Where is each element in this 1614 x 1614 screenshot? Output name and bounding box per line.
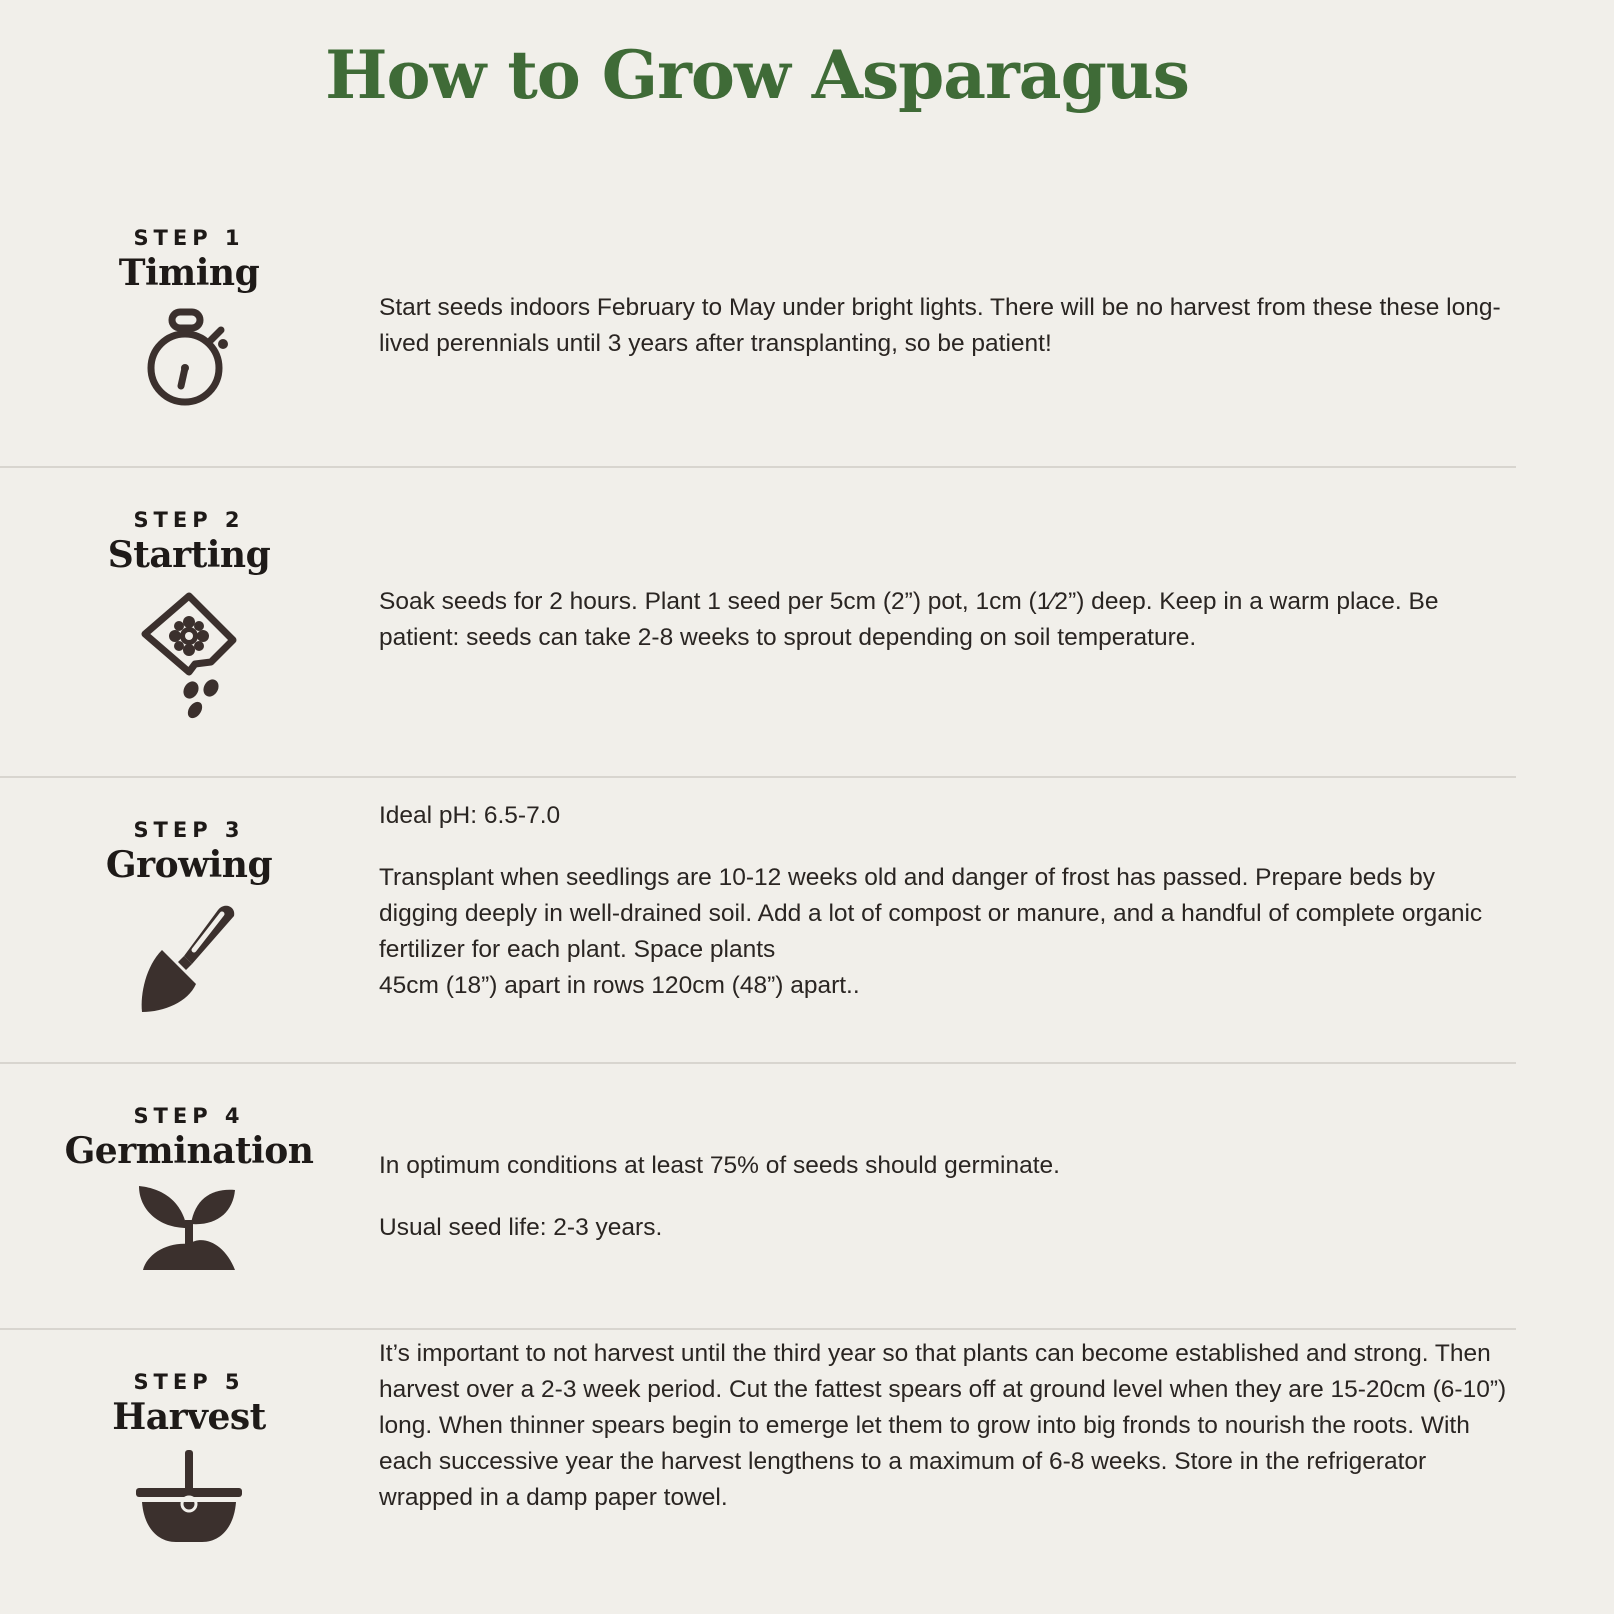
step-2-header <box>0 508 378 720</box>
paragraph: In optimum conditions at least 75% of seeds should germinate. <box>379 1152 1060 1179</box>
step-4-section <box>0 1064 1516 1330</box>
step-1-section <box>0 200 1516 468</box>
step-label: STEP 5 <box>133 1370 245 1394</box>
paragraph: 45cm (18”) apart in rows 120cm (48”) apart.. <box>379 972 860 999</box>
trowel-icon <box>134 900 244 1012</box>
step-1-header <box>0 226 378 412</box>
page-title: How to Grow Asparagus <box>325 36 1189 114</box>
paragraph: Usual seed life: 2-3 years. <box>379 1214 663 1241</box>
step-4-text <box>379 1148 1514 1246</box>
paragraph: Ideal pH: 6.5-7.0 <box>379 802 561 829</box>
basket-icon <box>134 1448 244 1544</box>
step-name: Timing <box>118 252 260 294</box>
step-name: Growing <box>105 844 273 886</box>
step-3-header <box>0 818 378 1012</box>
step-5-section <box>0 1330 1516 1614</box>
paragraph: It’s important to not harvest until the third year so that plants can become established and strong. Then harvest over a 2-3 week period. Cut the fattest spears off at ground level when they are 15-20cm (6-10”) long. When thinner spears begin to emerge let them to grow into big fronds to nourish the roots. With each successive year the harvest lengthens to a maximum of 6-8 weeks. Store in the refrigerator wrapped in a damp paper towel. <box>379 1340 1507 1511</box>
step-name: Harvest <box>112 1396 266 1438</box>
step-5-text <box>379 1336 1514 1516</box>
step-label: STEP 2 <box>133 508 245 532</box>
step-1-text <box>379 290 1514 362</box>
step-2-text <box>379 584 1514 656</box>
stopwatch-icon <box>139 308 239 412</box>
sprout-icon <box>137 1184 241 1274</box>
step-name: Germination <box>64 1130 314 1172</box>
step-label: STEP 1 <box>133 226 245 250</box>
step-3-text <box>379 798 1514 1004</box>
step-5-header <box>0 1370 378 1544</box>
step-label: STEP 3 <box>133 818 245 842</box>
seed-packet-icon <box>139 590 239 720</box>
paragraph: Start seeds indoors February to May under bright lights. There will be no harvest from these these long-lived perennials until 3 years after transplanting, so be patient! <box>379 294 1501 357</box>
step-2-section <box>0 468 1516 778</box>
paragraph: Soak seeds for 2 hours. Plant 1 seed per 5cm (2”) pot, 1cm (1⁄2”) deep. Keep in a warm place. Be patient: seeds can take 2-8 weeks to sprout depending on soil temperature. <box>379 588 1439 651</box>
step-label: STEP 4 <box>133 1104 245 1128</box>
step-3-section <box>0 778 1516 1064</box>
step-4-header <box>0 1104 378 1274</box>
step-name: Starting <box>107 534 271 576</box>
paragraph: Transplant when seedlings are 10-12 weeks old and danger of frost has passed. Prepare beds by digging deeply in well-drained soil. Add a lot of compost or manure, and a handful of complete organic fertilizer for each plant. Space plants <box>379 864 1483 963</box>
